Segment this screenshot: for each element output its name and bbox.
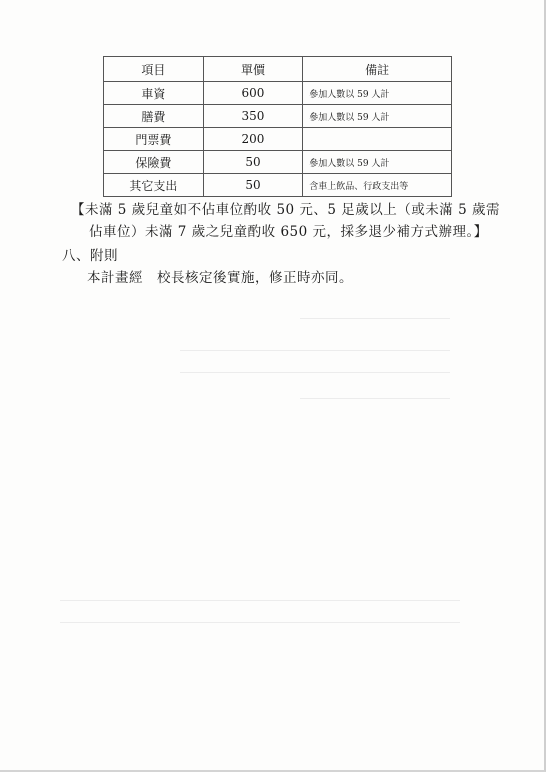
fee-table: [103, 56, 452, 197]
scan-artifact: [180, 350, 450, 351]
price-cell: 350: [203, 105, 303, 128]
table-row: [104, 151, 452, 174]
notice-line-1: 【未滿 5 歲兒童如不佔車位酌收 50 元、5 足歲以上（或未滿 5 歲需: [71, 202, 500, 218]
item-cell: 門票費: [104, 128, 204, 151]
price-cell: 50: [203, 174, 303, 197]
scan-artifact: [300, 398, 450, 399]
table-row: [104, 174, 452, 197]
notice-line-2: 佔車位）未滿 7 歲之兒童酌收 650 元，採多退少補方式辦理。】: [89, 224, 488, 240]
note-cell: 含車上飲品、行政支出等: [303, 174, 452, 197]
note-cell: 參加人數以 59 人計: [303, 82, 452, 105]
price-cell: 200: [203, 128, 303, 151]
note-cell: 參加人數以 59 人計: [303, 105, 452, 128]
scan-artifact: [60, 622, 460, 623]
section-heading: 八、附則: [62, 248, 118, 264]
column-header-price: 單價: [203, 57, 303, 82]
note-cell: 參加人數以 59 人計: [303, 151, 452, 174]
table-row: [104, 105, 452, 128]
scan-artifact: [60, 600, 460, 601]
item-cell: 膳費: [104, 105, 204, 128]
price-cell: 600: [203, 82, 303, 105]
item-cell: 車資: [104, 82, 204, 105]
scan-artifact: [180, 372, 450, 373]
price-cell: 50: [203, 151, 303, 174]
item-cell: 其它支出: [104, 174, 204, 197]
table-row: [104, 128, 452, 151]
column-header-item: 項目: [104, 57, 204, 82]
column-header-note: 備註: [303, 57, 452, 82]
table-header-row: [104, 57, 452, 82]
scan-artifact: [300, 318, 450, 319]
table-row: [104, 82, 452, 105]
section-body: 本計畫經 校長核定後實施，修正時亦同。: [87, 270, 353, 286]
item-cell: 保險費: [104, 151, 204, 174]
note-cell: [303, 128, 452, 151]
